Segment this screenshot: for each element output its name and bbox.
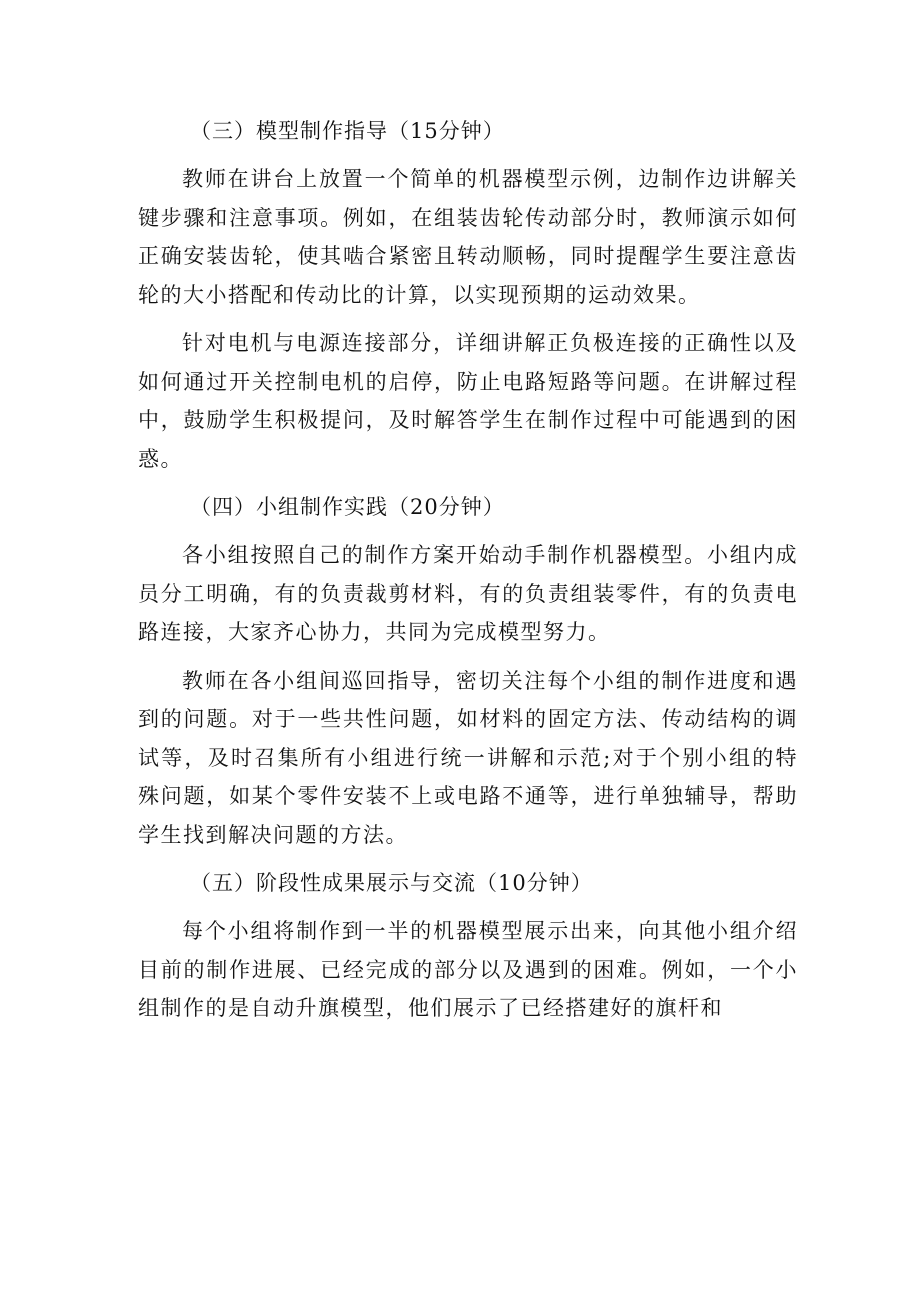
paragraph: 每个小组将制作到一半的机器模型展示出来，向其他小组介绍目前的制作进展、已经完成的部分以及遇到的困难。例如，一个小组制作的是自动升旗模型，他们展示了已经搭建好的旗杆和 (138, 919, 798, 1020)
section-heading-5: （五）阶段性成果展示与交流（10分钟） (190, 871, 593, 895)
section-heading-4: （四）小组制作实践（20分钟） (190, 495, 505, 519)
paragraph: 各小组按照自己的制作方案开始动手制作机器模型。小组内成员分工明确，有的负责裁剪材料，有的负责组装零件，有的负责电路连接，大家齐心协力，共同为完成模型努力。 (138, 543, 798, 644)
paragraph: 教师在讲台上放置一个简单的机器模型示例，边制作边讲解关键步骤和注意事项。例如，在组装齿轮传动部分时，教师演示如何正确安装齿轮，使其啮合紧密且转动顺畅，同时提醒学生要注意齿轮的大小搭配和传动比的计算，以实现预期的运动效果。 (138, 167, 798, 307)
paragraph: 教师在各小组间巡回指导，密切关注每个小组的制作进度和遇到的问题。对于一些共性问题，如材料的固定方法、传动结构的调试等，及时召集所有小组进行统一讲解和示范;对于个别小组的特殊问题，如某个零件安装不上或电路不通等，进行单独辅导，帮助学生找到解决问题的方法。 (138, 668, 798, 847)
paragraph: 针对电机与电源连接部分，详细讲解正负极连接的正确性以及如何通过开关控制电机的启停，防止电路短路等问题。在讲解过程中，鼓励学生积极提问，及时解答学生在制作过程中可能遇到的困惑。 (138, 331, 798, 471)
section-heading-3: （三）模型制作指导（15分钟） (190, 119, 505, 143)
document-page (138, 112, 798, 1038)
